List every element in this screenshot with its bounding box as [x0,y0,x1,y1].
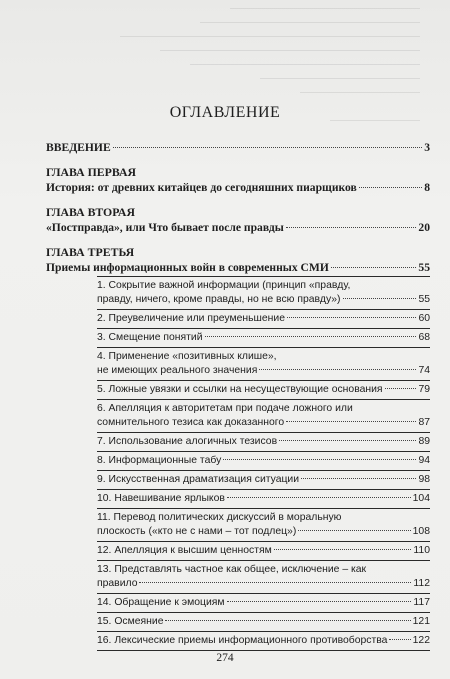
toc-subentry-text: 8. Информационные табу [97,455,222,466]
toc-subentry-page: 104 [412,493,430,504]
toc-subentry-text: 7. Использование алогичных тезисов [97,436,278,447]
chapter-3-subsections [97,276,430,651]
toc-entry-page: 20 [418,221,430,234]
toc-subentry-page: 122 [412,635,430,646]
toc-subentry-page: 68 [418,332,430,343]
toc-subentry-5[interactable] [97,381,430,400]
toc-entry-page: 55 [418,261,430,274]
toc-subentry-text: сомнительного тезиса как доказанного [97,417,285,428]
toc-entry-chapter-3[interactable] [46,260,430,276]
toc-subentry-14[interactable] [97,594,430,613]
toc-subentry-page: 60 [418,313,430,324]
toc-subentry-page: 94 [418,455,430,466]
toc-subentry-page: 55 [418,294,430,305]
toc-subentry-2[interactable] [97,310,430,329]
leader-dots [227,497,411,498]
toc-subentry-text: 12. Апелляция к высшим ценностям [97,545,272,556]
toc-subentry-12[interactable] [97,542,430,561]
leader-dots [331,267,417,268]
toc-subentry-6[interactable] [97,400,430,433]
leader-dots [227,601,412,602]
toc-subentry-page: 110 [413,545,430,556]
toc-entry-title: Приемы информационных войн в современных СМИ [46,261,329,274]
toc-entry-chapter-1[interactable] [46,180,430,196]
leader-dots [287,317,416,318]
toc-subentry-text: 3. Смещение понятий [97,332,203,343]
leader-dots [286,421,416,422]
leader-dots [359,187,422,188]
leader-dots [274,549,412,550]
toc-subentry-text: 11. Перевод политических дискуссий в моральную [97,512,342,523]
toc-subentry-text: не имеющих реального значения [97,365,258,376]
leader-dots [279,440,416,441]
toc-subentry-text: 15. Осмеяние [97,616,164,627]
toc-subentry-page: 112 [413,578,430,589]
toc-subentry-13[interactable] [97,561,430,594]
leader-dots [389,639,410,640]
leader-dots [301,478,416,479]
leader-dots [205,336,417,337]
toc-subentry-7[interactable] [97,433,430,452]
toc-subentry-9[interactable] [97,471,430,490]
toc-subentry-page: 89 [418,436,430,447]
toc-entry-title: История: от древних китайцев до сегодняшних пиарщиков [46,181,357,194]
toc-entry-intro[interactable] [46,140,430,156]
chapter-3-label: ГЛАВА ТРЕТЬЯ [46,245,135,259]
toc-entry-chapter-2[interactable] [46,220,430,236]
leader-dots [259,369,416,370]
leader-dots [298,530,410,531]
toc-subentry-10[interactable] [97,490,430,509]
toc-subentry-text: 16. Лексические приемы информационного противоборства [97,635,388,646]
toc-subentry-text: 6. Апелляция к авторитетам при подаче ложного или [97,403,353,414]
toc-subentry-text: 4. Применение «позитивных клише», [97,351,277,362]
leader-dots [286,227,417,228]
toc-subentry-text: правду, ничего, кроме правды, но не всю правду») [97,294,341,305]
toc-entry-title: «Постправда», или Что бывает после правды [46,221,284,234]
toc-subentry-3[interactable] [97,329,430,348]
toc-subentry-page: 79 [418,384,430,395]
bleed-through-text [0,0,450,150]
leader-dots [165,620,410,621]
toc-subentry-11[interactable] [97,509,430,542]
toc-subentry-16[interactable] [97,632,430,651]
toc-subentry-text: 5. Ложные увязки и ссылки на несуществующие основания [97,384,383,395]
leader-dots [113,147,423,148]
toc-subentry-page: 98 [418,474,430,485]
toc-subentry-15[interactable] [97,613,430,632]
table-of-contents [46,140,430,651]
toc-entry-page: 8 [424,181,430,194]
toc-subentry-8[interactable] [97,452,430,471]
toc-subentry-4[interactable] [97,348,430,381]
toc-entry-page: 3 [424,141,430,154]
toc-subentry-page: 87 [418,417,430,428]
toc-subentry-1[interactable] [97,276,430,310]
toc-subentry-page: 74 [418,365,430,376]
toc-subentry-text: 14. Обращение к эмоциям [97,597,225,608]
toc-subentry-text: 1. Сокрытие важной информации (принцип «правду, [97,280,351,291]
toc-subentry-text: плоскость («кто не с нами – тот подлец») [97,526,297,537]
toc-subentry-page: 108 [412,526,430,537]
leader-dots [385,388,417,389]
chapter-2-label: ГЛАВА ВТОРАЯ [46,205,135,219]
page-number: 274 [216,652,234,664]
leader-dots [139,582,411,583]
toc-subentry-text: 13. Представлять частное как общее, исключение – как [97,564,367,575]
leader-dots [343,298,417,299]
toc-heading: ОГЛАВЛЕНИЕ [169,104,281,121]
toc-subentry-text: 9. Искусственная драматизация ситуации [97,474,300,485]
toc-entry-title: ВВЕДЕНИЕ [46,141,111,154]
toc-subentry-text: 2. Преувеличение или преуменьшение [97,313,285,324]
leader-dots [223,459,416,460]
toc-subentry-text: 10. Навешивание ярлыков [97,493,225,504]
toc-subentry-text: правило [97,578,138,589]
toc-subentry-page: 117 [413,597,430,608]
toc-subentry-page: 121 [412,616,430,627]
chapter-1-label: ГЛАВА ПЕРВАЯ [46,165,137,179]
